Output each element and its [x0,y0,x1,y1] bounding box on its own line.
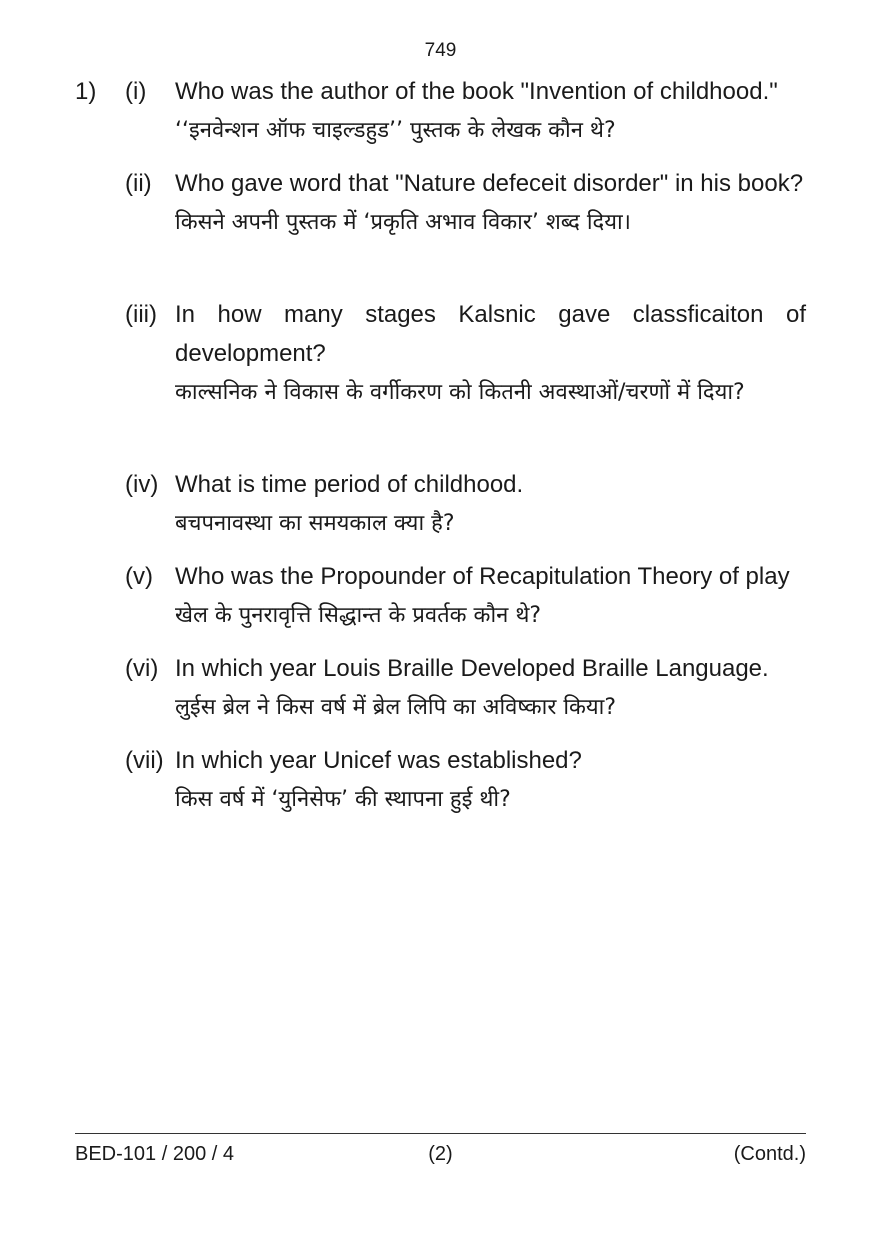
question-hindi: खेल के पुनरावृत्ति सिद्धान्त के प्रवर्तक कौन थे? [175,603,542,628]
question-english: Who gave word that "Nature defeceit disorder" in his book? [175,170,804,197]
question-body [175,649,806,727]
question-roman: (iii) [125,301,157,328]
question-body [175,557,806,635]
question-roman: (ii) [125,170,152,197]
question-body [175,72,806,150]
footer-paper-code: BED-101 / 200 / 4 [75,1143,234,1165]
question-hindi: किसने अपनी पुस्तक में ‘प्रकृति अभाव विकार’ शब्द दिया। [175,210,631,235]
question-english: In which year Unicef was established? [175,747,582,774]
question-english: Who was the Propounder of Recapitulation Theory of play [175,563,790,590]
footer-contd: (Contd.) [733,1143,806,1165]
question-roman: (i) [125,78,147,105]
question-body [175,164,806,242]
question-roman: (iv) [125,471,159,498]
question-roman: (v) [125,563,153,590]
question-english: What is time period of childhood. [175,471,524,498]
footer-divider [75,1133,806,1134]
question-english: In which year Louis Braille Developed Braille Language. [175,655,769,682]
question-hindi: काल्सनिक ने विकास के वर्गीकरण को कितनी अवस्थाओं/चरणों में दिया? [175,380,745,405]
question-body [175,295,806,412]
question-hindi: बचपनावस्था का समयकाल क्या है? [175,511,455,536]
question-hindi: ‘‘इनवेन्शन ऑफ चाइल्डहुड’’ पुस्तक के लेखक कौन थे? [175,118,616,143]
question-english: In how many stages Kalsnic gave classficaiton of development? [175,301,806,367]
footer-page-number: (2) [428,1143,453,1165]
question-body [175,465,806,543]
question-hindi: लुईस ब्रेल ने किस वर्ष में ब्रेल लिपि का अविष्कार किया? [175,695,617,720]
page-number: 749 [424,40,457,61]
question-roman: (vi) [125,655,159,682]
question-body [175,741,806,819]
question-english: Who was the author of the book "Invention of childhood." [175,78,778,105]
question-hindi: किस वर्ष में ‘युनिसेफ’ की स्थापना हुई थी? [175,787,511,812]
question-roman: (vii) [125,747,164,774]
question-number: 1) [75,78,97,105]
